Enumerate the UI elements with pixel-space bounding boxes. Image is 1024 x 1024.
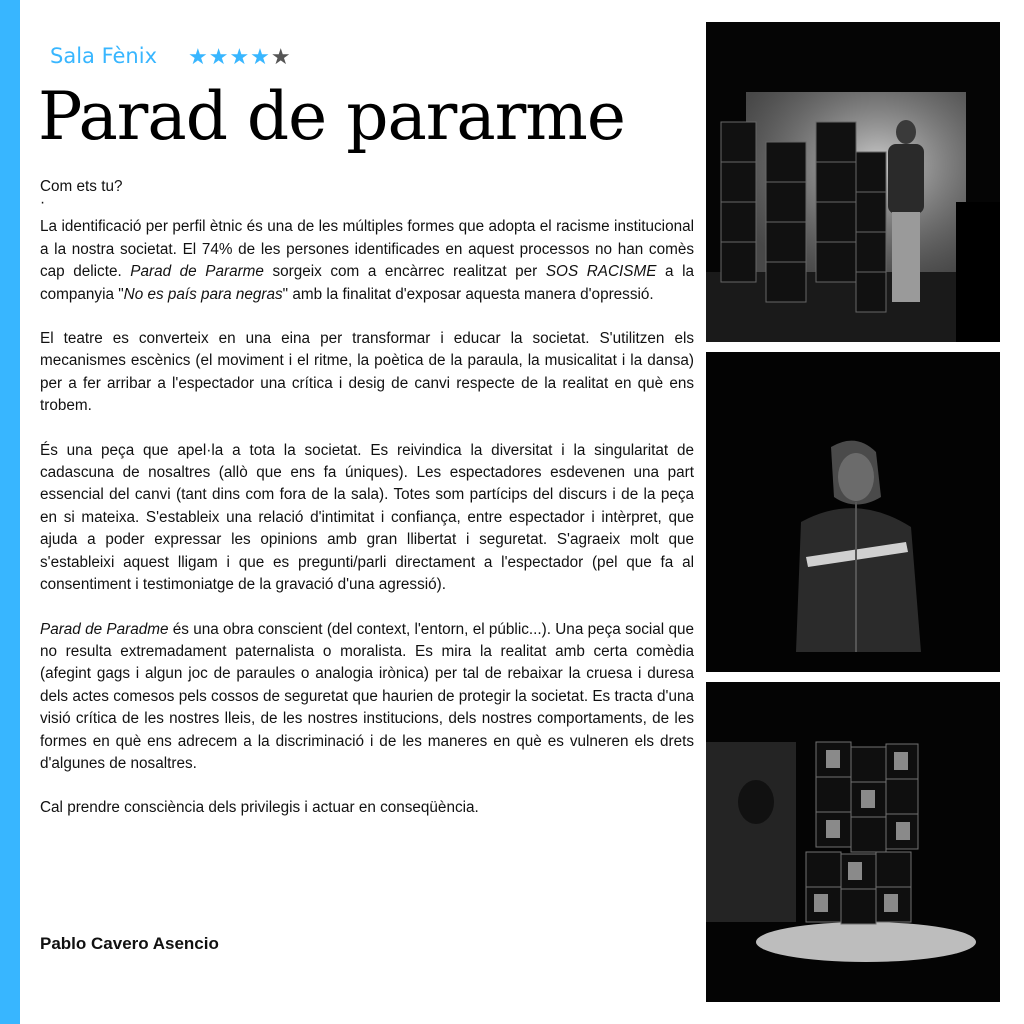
half-star-icon: ★ (270, 44, 292, 69)
page-title: Parad de pararme (38, 78, 625, 155)
performer-portrait-photo (706, 352, 1000, 672)
full-stars: ★★★★ (188, 44, 271, 69)
intro-question: Com ets tu? (40, 178, 123, 195)
separator-dot: · (40, 194, 46, 212)
rating-stars (188, 44, 292, 70)
italic-text: Parad de Paradme (40, 620, 169, 638)
paragraph-2: El teatre es converteix en una eina per transformar i educar la societat. S'utilitzen els mecanismes escènics (el moviment i el ritme, la poètica de la paraula, la musicalitat i la dansa) per a fer arribar a l'espectador una crítica i desig de canvi respecte de la realitat en què ens trobem. (40, 330, 694, 415)
venue-label: Sala Fènix (50, 44, 157, 68)
text-run: " amb la finalitat d'exposar aquesta manera d'opressió. (282, 285, 654, 303)
performer-portrait-image (706, 352, 1000, 672)
italic-text: No es país para negras (123, 285, 283, 303)
text-run: La identificació per perfil ètnic és una de les múltiples formes que adopta el racisme institucional a la nostra societat. El 74% de les persones identificades en aquest processos no han comès cap delicte. (40, 218, 694, 281)
text-run: a la companyia " (40, 263, 694, 303)
stage-photo-crates-image (706, 22, 1000, 342)
stage-installation-photo (706, 682, 1000, 1002)
paragraph-3: És una peça que apel·la a tota la societat. Es reivindica la diversitat i la singularitat de cadascuna de nosaltres (allò que ens fa úniques). Les espectadores esdevenen una part essencial del canvi (tant dins com fora de la sala). Totes som partícips del discurs i de la peça en si mateixa. S'estableix una relació d'intimitat i confiança, entre espectador i intèrpret, que ajuda a poder expressar les opinions amb gran llibertat i seguretat. S'agraeix molt que s'estableixi aquest lligam i que es pregunti/parli directament a l'espectador (pel que fa al consentiment i testimoniatge de la gravació d'una agressió). (40, 441, 694, 594)
text-run: és una obra conscient (del context, l'entorn, el públic...). Una peça social que no resulta extremadament paternalista o moralista. Es mira la realitat amb certa comèdia (afegint gags i algun joc de paraules o analogia irònica) per tal de rebaixar la cruesa i duresa dels actes comesos pels cossos de seguretat que haurien de protegir la societat. Es tracta d'una visió crítica de les nostres lleis, de les nostres institucions, dels nostres comportaments, de les formes en què ens adrecem a la discriminació i de les maneres en què es vulneren els drets d'algunes de nosaltres. (40, 620, 694, 772)
author-name: Pablo Cavero Asencio (40, 934, 219, 953)
paragraph-4 (40, 619, 694, 776)
italic-text: Parad de Pararme (130, 263, 264, 281)
italic-text: SOS RACISME (545, 263, 657, 281)
stage-photo-crates (706, 22, 1000, 342)
paragraph-1 (40, 216, 694, 306)
paragraph-5: Cal prendre consciència dels privilegis i actuar en conseqüència. (40, 799, 479, 817)
text-run: sorgeix com a encàrrec realitzat per (263, 263, 546, 281)
stage-installation-image (706, 682, 1000, 1002)
article-body (40, 176, 694, 842)
accent-bar (0, 0, 20, 1024)
